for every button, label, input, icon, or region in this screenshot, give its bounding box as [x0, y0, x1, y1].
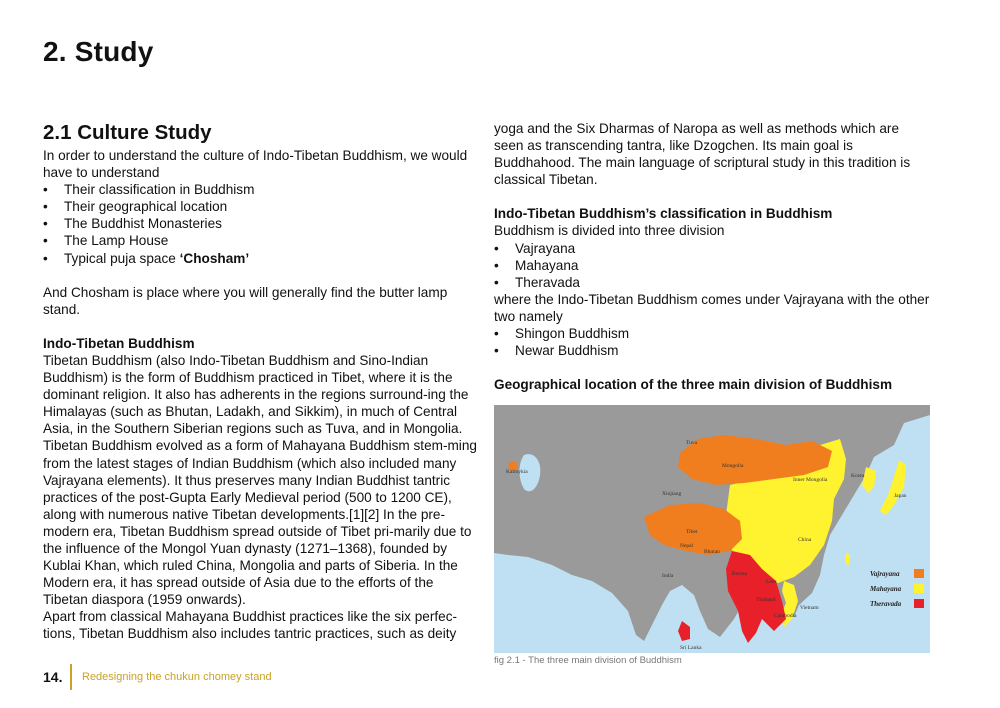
list-item: • The Buddhist Monasteries: [43, 215, 479, 232]
footer-divider: [70, 664, 72, 690]
left-column: [43, 121, 479, 643]
list-item: • Their geographical location: [43, 198, 479, 215]
map-label-kalmykia: Kalmykia: [506, 469, 528, 475]
legend-swatch-theravada: [914, 599, 924, 608]
map-label-tibet: Tibet: [686, 529, 698, 535]
map-label-tuva: Tuva: [686, 440, 698, 446]
legend-label-mahayana: Mahayana: [870, 585, 902, 593]
chosham-note: And Chosham is place where you will generally find the butter lamp stand.: [43, 284, 448, 317]
map-label-xinjiang: Xinjiang: [662, 491, 682, 497]
legend-label-theravada: Theravada: [870, 600, 902, 608]
japan-island: [880, 460, 906, 515]
map-label-laos: Laos: [766, 579, 777, 585]
divisions-list: [494, 240, 930, 291]
list-item: • Their classification in Buddhism: [43, 181, 479, 198]
list-item: • Theravada: [494, 274, 930, 291]
list-item: [43, 250, 479, 267]
classification-note: where the Indo-Tibetan Buddhism comes under Vajrayana with the other two namely: [494, 291, 930, 324]
document-title: Redesigning the chukun chomey stand: [82, 671, 272, 683]
other-schools-list: [494, 325, 930, 359]
paragraph: Tibetan Buddhism evolved as a form of Mahayana Buddhism stem-ming from the latest stages of Indian Buddhism (which also included many Vajrayana elements). It thus preserves many Indian Buddhist tantric practices of the post-Gupta Early Medieval period (500 to 1200 CE), along with numerous native Tibetan developments.[1][2] In the pre-modern era, Tibetan Buddhism spread outside of Tibet pri-marily due to the influence of the Mongol Yuan dynasty (1271–1368), founded by Kublai Khan, which ruled China, Mongolia and parts of Siberia. In the Modern era, it has spread outside of Asia due to the efforts of the Tibetan diaspora (1959 onwards).: [43, 438, 477, 608]
map-label-sri-lanka: Sri Lanka: [680, 645, 702, 651]
map-label-burma: Burma: [732, 571, 747, 577]
map-label-india: India: [662, 573, 674, 579]
figure-caption: fig 2.1 - The three main division of Buddhism: [494, 655, 682, 666]
map-label-bhutan: Bhutan: [704, 549, 720, 555]
paragraph: Apart from classical Mahayana Buddhist practices like the six perfec-tions, Tibetan Buddhism also includes tantric practices, such as deity: [43, 609, 458, 642]
list-item: • Shingon Buddhism: [494, 325, 930, 342]
list-item: • The Lamp House: [43, 232, 479, 249]
paragraph-continued: yoga and the Six Dharmas of Naropa as well as methods which are seen as transcending tantra, like Dzogchen. Its main goal is Buddhahood. The main language of scriptural study in this tradition is classical Tibetan.: [494, 121, 911, 188]
map-label-thailand: Thailand: [756, 597, 776, 603]
map-label-nepal: Nepal: [680, 543, 694, 549]
puja-bold: ‘Chosham’: [179, 250, 250, 266]
sri-lanka-theravada-area: [678, 621, 690, 641]
map-label-japan: Japan: [894, 493, 907, 499]
intro-text: In order to understand the culture of Indo-Tibetan Buddhism, we would have to understand: [43, 148, 468, 181]
taiwan-island: [845, 553, 850, 565]
indo-tibetan-heading: Indo-Tibetan Buddhism: [43, 335, 195, 351]
map-label-mongolia: Mongolia: [722, 463, 744, 469]
list-item: • Newar Buddhism: [494, 342, 930, 359]
geographical-heading: Geographical location of the three main division of Buddhism: [494, 377, 893, 393]
list-item: • Vajrayana: [494, 240, 930, 257]
map-label-china: China: [798, 537, 812, 543]
map-label-cambodia: Cambodia: [774, 613, 797, 619]
map-label-vietnam: Vietnam: [800, 605, 819, 611]
legend-swatch-mahayana: [914, 584, 924, 593]
map-label-korea: Korea: [851, 473, 865, 479]
map-graphic: [494, 405, 930, 653]
paragraph: Tibetan Buddhism (also Indo-Tibetan Buddhism and Sino-Indian Buddhism) is the form of Buddhism practiced in Tibet, where it is the dominant religion. It also has adherents in the regions surround-ing the Himalayas (such as Bhutan, Ladakh, and Sikkim), in much of Central Asia, in the Southern Siberian regions such as Tuva, and in Mongolia.: [43, 352, 469, 437]
list-item: • Mahayana: [494, 257, 930, 274]
legend-swatch-vajrayana: [914, 569, 924, 578]
classification-intro: Buddhism is divided into three division: [494, 223, 725, 239]
section-title: 2.1 Culture Study: [43, 121, 212, 144]
chapter-title: 2. Study: [43, 36, 154, 67]
classification-heading: Indo-Tibetan Buddhism’s classification in Buddhism: [494, 206, 833, 222]
right-column: [494, 120, 930, 393]
map-label-inner-mongolia: Inner Mongolia: [793, 477, 828, 483]
buddhism-map: [494, 405, 930, 653]
puja-prefix: Typical puja space: [64, 250, 180, 266]
legend-label-vajrayana: Vajrayana: [870, 570, 900, 578]
page-number: 14.: [43, 669, 63, 685]
study-topics-list: [43, 181, 479, 266]
